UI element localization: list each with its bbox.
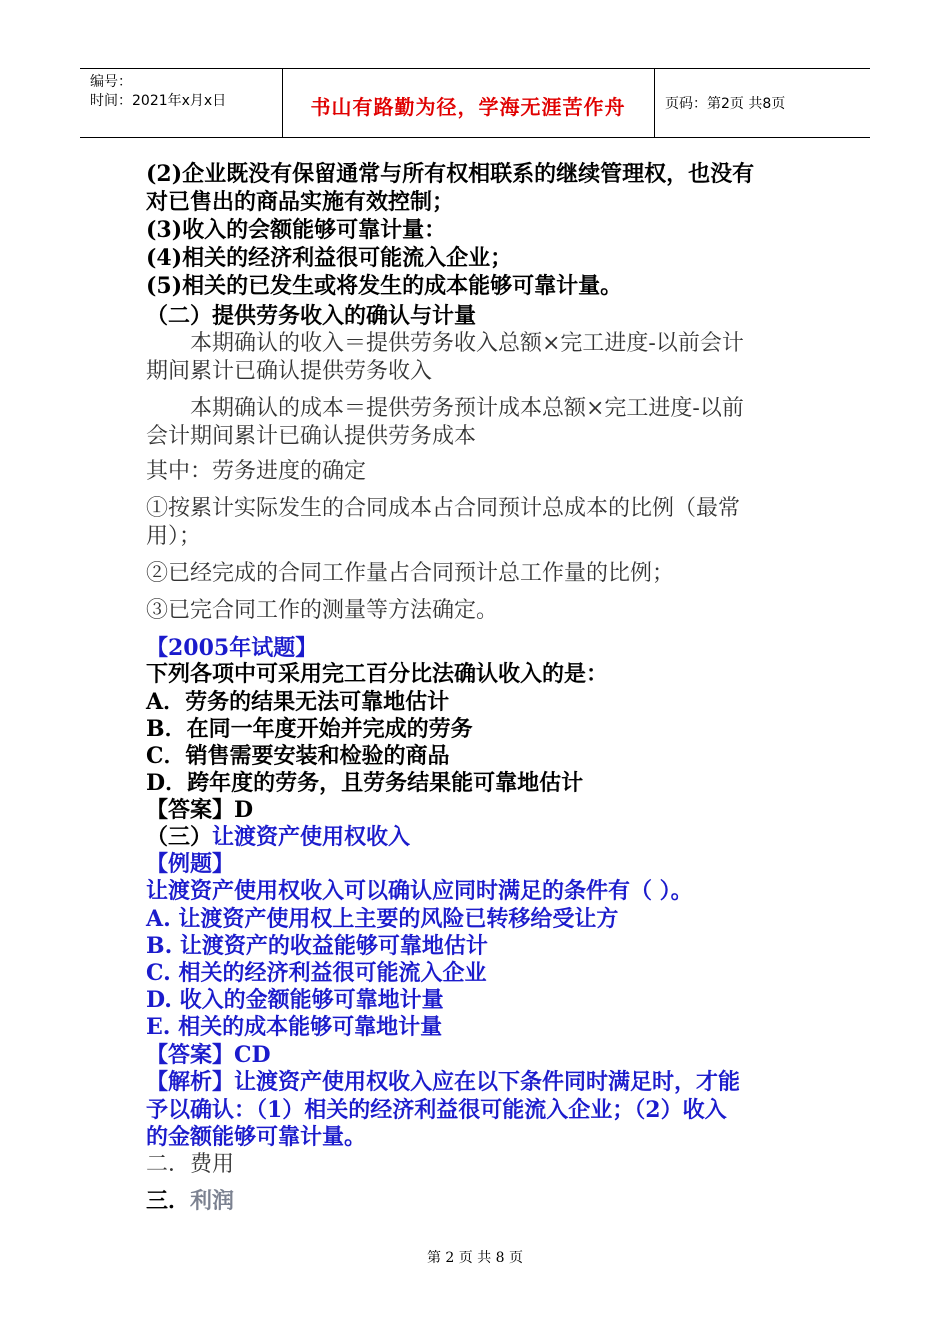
option-a: A. 让渡资产使用权上主要的风险已转移给受让方 xyxy=(146,906,619,932)
document-time-label: 时间：2021年x月x日 xyxy=(90,93,227,109)
text-line: (4)相关的经济利益很可能流入企业； xyxy=(146,245,513,271)
option-c: C．销售需要安装和检验的商品 xyxy=(146,743,450,769)
list-item: ①按累计实际发生的合同成本占合同预计总成本的比例（最常 xyxy=(146,496,741,521)
example-title: 【例题】 xyxy=(146,851,235,877)
question-text: 下列各项中可采用完工百分比法确认收入的是： xyxy=(146,661,609,687)
page-footer: 第 2 页 共 8 页 xyxy=(426,1250,524,1266)
header-motto-cell xyxy=(282,69,655,137)
section-title: 利润 xyxy=(190,1188,235,1214)
option-d: D. 收入的金额能够可靠地计量 xyxy=(146,987,444,1013)
option-b: B. 让渡资产的收益能够可靠地估计 xyxy=(146,933,488,959)
section-number: （三） xyxy=(146,824,213,850)
text-line: 期间累计已确认提供劳务收入 xyxy=(146,359,433,384)
text-line: 对已售出的商品实施有效控制； xyxy=(146,189,455,215)
page-info: 页码：第2页 共8页 xyxy=(665,96,786,112)
motto-text: 书山有路勤为径，学海无涯苦作舟 xyxy=(310,95,626,119)
text-line: 本期确认的成本＝提供劳务预计成本总额×完工进度-以前 xyxy=(146,396,744,421)
text-line: 本期确认的收入＝提供劳务收入总额×完工进度-以前会计 xyxy=(146,331,744,356)
page-header xyxy=(80,68,870,138)
section-heading: 二．费用 xyxy=(146,1152,235,1177)
option-a: A．劳务的结果无法可靠地估计 xyxy=(146,689,450,715)
text-line: (2)企业既没有保留通常与所有权相联系的继续管理权，也没有 xyxy=(146,161,755,187)
option-c: C. 相关的经济利益很可能流入企业 xyxy=(146,960,487,986)
answer-line: 【答案】D xyxy=(146,797,254,823)
section-number: 三． xyxy=(146,1188,191,1214)
list-item: ②已经完成的合同工作量占合同预计总工作量的比例； xyxy=(146,561,675,586)
option-d: D．跨年度的劳务，且劳务结果能可靠地估计 xyxy=(146,770,584,796)
analysis-line: 【解析】让渡资产使用权收入应在以下条件同时满足时，才能 xyxy=(146,1069,741,1095)
analysis-line: 的金额能够可靠计量。 xyxy=(146,1124,367,1150)
exam-title: 【2005年试题】 xyxy=(146,635,318,661)
text-line: 用）； xyxy=(146,524,202,549)
option-b: B．在同一年度开始并完成的劳务 xyxy=(146,716,473,742)
text-line: (3)收入的会额能够可靠计量： xyxy=(146,217,447,243)
section-title: 让渡资产使用权收入 xyxy=(212,824,411,850)
text-line: (5)相关的已发生或将发生的成本能够可靠计量。 xyxy=(146,273,623,299)
header-page-cell xyxy=(655,69,870,137)
text-line: 会计期间累计已确认提供劳务成本 xyxy=(146,424,477,449)
question-text: 让渡资产使用权收入可以确认应同时满足的条件有（ ）。 xyxy=(146,878,693,904)
section-heading: （二）提供劳务收入的确认与计量 xyxy=(146,303,477,329)
header-meta-cell xyxy=(80,69,283,137)
section-heading xyxy=(146,823,410,851)
analysis-line: 予以确认：（1）相关的经济利益很可能流入企业；（2）收入 xyxy=(146,1097,727,1123)
text-line: 其中：劳务进度的确定 xyxy=(146,459,367,484)
list-item: ③已完合同工作的测量等方法确定。 xyxy=(146,598,499,623)
section-heading xyxy=(146,1187,234,1215)
document-number-label: 编号： xyxy=(90,74,132,90)
option-e: E. 相关的成本能够可靠地计量 xyxy=(146,1014,443,1040)
answer-line: 【答案】CD xyxy=(146,1042,271,1068)
